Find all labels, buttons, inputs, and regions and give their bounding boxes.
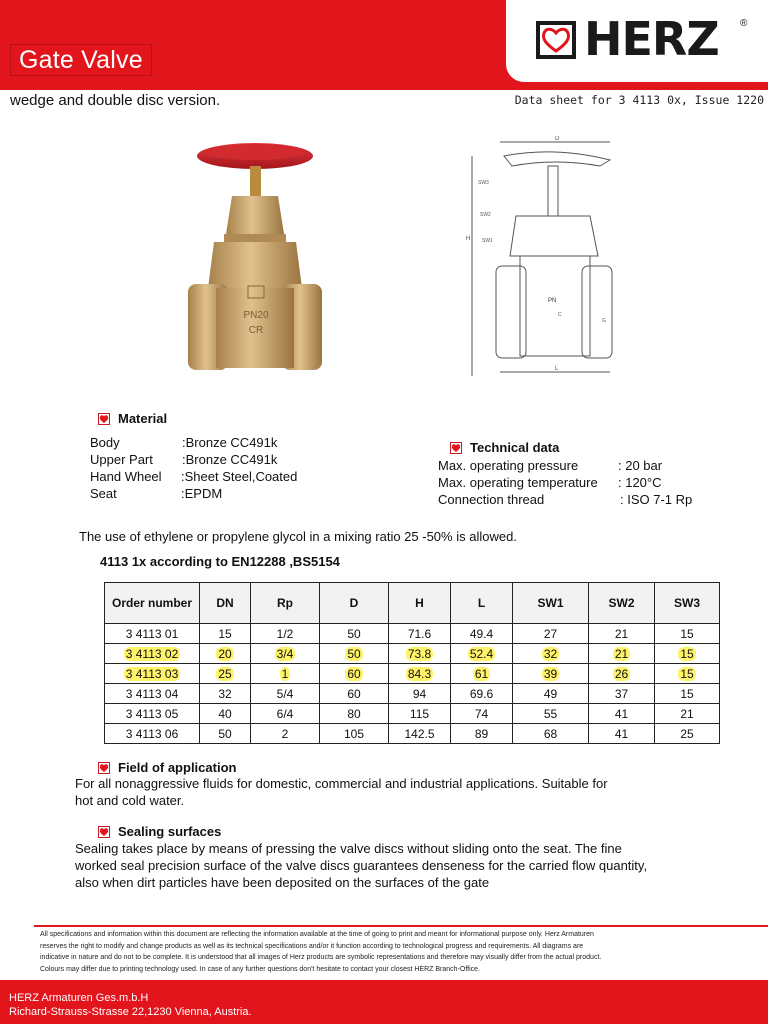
page-subtitle: wedge and double disc version. xyxy=(10,92,221,109)
table-cell xyxy=(105,664,200,684)
table-cell xyxy=(655,684,720,704)
technical-label: Max. operating pressure xyxy=(438,458,579,473)
field-heading-label: Field of application xyxy=(118,760,237,775)
disclaimer-line: indicative in nature and do not to be complete. It is understood that all images of Herz products are symbolic representations and therefore may visually differ from the actual product. xyxy=(40,954,602,961)
table-cell xyxy=(200,684,251,704)
material-value: :EPDM xyxy=(181,486,223,501)
photo-marking-pn: PN20 xyxy=(243,310,269,321)
heart-bullet-icon xyxy=(98,762,110,774)
heart-bullet-icon xyxy=(450,442,462,454)
table-cell-value: 25 xyxy=(218,666,232,681)
table-cell-value: 50 xyxy=(218,726,232,741)
table-cell-value: 73.8 xyxy=(407,646,432,661)
table-cell-value: 21 xyxy=(680,706,694,721)
table-cell-value: 39 xyxy=(543,666,558,681)
table-cell xyxy=(389,664,451,684)
table-cell-value: 115 xyxy=(409,706,430,721)
sealing-heading-label: Sealing surfaces xyxy=(118,824,222,839)
table-cell xyxy=(251,704,320,724)
standard-heading: 4113 1x according to EN12288 ,BS5154 xyxy=(100,554,340,569)
table-cell xyxy=(320,644,389,664)
table-cell xyxy=(655,624,720,644)
drawing-label-h: H xyxy=(466,236,471,242)
drawing-label-g: G xyxy=(602,318,606,324)
table-cell xyxy=(451,724,513,744)
table-cell xyxy=(200,644,251,664)
material-row xyxy=(90,434,297,451)
footer-address: Richard-Strauss-Strasse 22,1230 Vienna, Austria. xyxy=(9,1006,252,1018)
photo-marking-cr: CR xyxy=(248,325,264,336)
table-cell-value: 2 xyxy=(281,726,289,741)
table-cell-value: 69.6 xyxy=(469,686,494,701)
table-cell xyxy=(200,724,251,744)
table-cell-value: 32 xyxy=(218,686,232,701)
page-title: Gate Valve xyxy=(19,45,143,74)
table-cell-value: 3/4 xyxy=(276,646,294,661)
material-heading-label: Material xyxy=(118,411,168,426)
table-cell-value: 52.4 xyxy=(469,646,494,661)
table-cell xyxy=(451,704,513,724)
table-cell-value: 25 xyxy=(680,726,694,741)
drawing-label-pn: PN xyxy=(548,298,557,304)
table-header-cell: H xyxy=(389,583,451,624)
table-cell xyxy=(320,704,389,724)
table-cell-value: 40 xyxy=(218,706,232,721)
table-cell xyxy=(320,684,389,704)
table-header-cell: Order number xyxy=(105,583,200,624)
table-cell xyxy=(251,624,320,644)
table-cell xyxy=(655,664,720,684)
table-header-cell: L xyxy=(451,583,513,624)
table-cell-value: 41 xyxy=(614,726,629,741)
table-cell-value: 3 4113 03 xyxy=(125,666,179,681)
technical-heading xyxy=(450,440,559,455)
table-cell-value: 84.3 xyxy=(407,666,432,681)
material-label: Seat xyxy=(90,486,117,501)
technical-list xyxy=(438,457,692,508)
table-cell xyxy=(105,684,200,704)
table-cell-value: 21 xyxy=(614,626,629,641)
material-value: :Bronze CC491k xyxy=(182,435,278,450)
table-cell-value: 5/4 xyxy=(276,686,294,701)
heart-bullet-icon xyxy=(98,826,110,838)
table-cell xyxy=(320,624,389,644)
disclaimer-divider xyxy=(34,925,768,927)
material-row xyxy=(90,485,297,502)
table-cell-value: 6/4 xyxy=(276,706,294,721)
herz-heart-logo-icon xyxy=(536,21,576,59)
gate-valve-photo xyxy=(180,138,330,378)
technical-value: : 20 bar xyxy=(618,458,663,473)
table-header-cell: SW3 xyxy=(655,583,720,624)
sealing-heading xyxy=(98,824,221,839)
page-title-badge xyxy=(10,44,152,76)
herz-logo-wordmark: HERZ xyxy=(584,12,719,66)
material-list xyxy=(90,434,297,502)
sealing-text-line-2: worked seal precision surface of the valve discs guarantees denseness for the carried flow quantity, xyxy=(75,858,648,873)
technical-row xyxy=(438,491,692,508)
table-cell xyxy=(513,684,589,704)
table-row xyxy=(105,724,720,744)
table-cell-value: 27 xyxy=(543,626,558,641)
table-row xyxy=(105,644,720,664)
glycol-note: The use of ethylene or propylene glycol in a mixing ratio 25 -50% is allowed. xyxy=(79,529,517,544)
disclaimer-line: All specifications and information within this document are reflecting the information available at the time of going to print and meant for informational purpose only. Herz Armaturen xyxy=(40,931,594,938)
table-cell-value: 3 4113 01 xyxy=(125,626,179,641)
table-cell xyxy=(105,644,200,664)
table-cell-value: 15 xyxy=(218,626,232,641)
table-header-cell: D xyxy=(320,583,389,624)
table-cell xyxy=(513,644,589,664)
drawing-label-l: L xyxy=(555,366,559,372)
table-cell xyxy=(589,644,655,664)
table-cell-value: 15 xyxy=(680,646,694,661)
field-text-line-1: For all nonaggressive fluids for domestic, commercial and industrial applications. Suitable for xyxy=(75,776,608,791)
table-cell-value: 61 xyxy=(474,666,489,681)
material-heading xyxy=(98,411,167,426)
table-cell-value: 89 xyxy=(474,726,489,741)
table-cell-value: 15 xyxy=(680,686,694,701)
table-cell xyxy=(589,684,655,704)
table-cell-value: 60 xyxy=(347,666,361,681)
table-cell xyxy=(105,624,200,644)
table-cell-value: 3 4113 02 xyxy=(125,646,179,661)
table-cell-value: 3 4113 05 xyxy=(125,706,179,721)
technical-drawing xyxy=(460,136,620,380)
sealing-text-line-3: also when dirt particles have been deposited on the surfaces of the gate xyxy=(75,875,490,890)
material-value: :Bronze CC491k xyxy=(182,452,278,467)
table-cell xyxy=(513,624,589,644)
technical-value: : 120°C xyxy=(618,475,662,490)
material-label: Body xyxy=(90,435,120,450)
table-cell xyxy=(655,644,720,664)
heart-bullet-icon xyxy=(98,413,110,425)
table-cell xyxy=(451,664,513,684)
table-cell-value: 41 xyxy=(614,706,629,721)
table-cell-value: 74 xyxy=(474,706,489,721)
table-cell xyxy=(200,704,251,724)
drawing-label-sw1: SW1 xyxy=(482,238,493,244)
table-row xyxy=(105,624,720,644)
table-cell-value: 68 xyxy=(543,726,558,741)
registered-mark: ® xyxy=(740,18,748,29)
technical-value: : ISO 7-1 Rp xyxy=(620,492,693,507)
technical-label: Max. operating temperature xyxy=(438,475,598,490)
table-cell xyxy=(589,624,655,644)
table-cell-value: 60 xyxy=(347,686,361,701)
table-cell-value: 15 xyxy=(680,626,694,641)
table-cell-value: 32 xyxy=(543,646,558,661)
table-cell xyxy=(251,684,320,704)
table-header-cell: SW2 xyxy=(589,583,655,624)
drawing-label-sw3: SW3 xyxy=(478,180,489,186)
table-cell xyxy=(589,724,655,744)
table-cell-value: 49.4 xyxy=(469,626,494,641)
material-row xyxy=(90,451,297,468)
table-cell xyxy=(589,664,655,684)
table-cell xyxy=(389,704,451,724)
table-cell xyxy=(451,624,513,644)
table-cell-value: 1 xyxy=(281,666,289,681)
table-cell-value: 49 xyxy=(543,686,558,701)
material-label: Hand Wheel xyxy=(90,469,162,484)
table-cell-value: 20 xyxy=(218,646,232,661)
technical-label: Connection thread xyxy=(438,492,545,507)
table-cell-value: 50 xyxy=(347,626,361,641)
table-cell xyxy=(251,724,320,744)
table-cell xyxy=(105,724,200,744)
table-header-cell: DN xyxy=(200,583,251,624)
technical-row xyxy=(438,474,692,491)
table-cell-value: 3 4113 06 xyxy=(125,726,179,741)
sealing-text-line-1: Sealing takes place by means of pressing the valve discs without sliding onto the seat. The fine xyxy=(75,841,622,856)
table-header-row xyxy=(105,583,720,624)
table-cell xyxy=(389,644,451,664)
table-cell-value: 15 xyxy=(680,666,694,681)
table-row xyxy=(105,664,720,684)
table-cell-value: 50 xyxy=(347,646,361,661)
table-cell xyxy=(451,644,513,664)
material-row xyxy=(90,468,297,485)
table-cell-value: 26 xyxy=(614,666,629,681)
drawing-label-c: C xyxy=(558,312,562,318)
disclaimer xyxy=(40,929,740,975)
table-cell xyxy=(105,704,200,724)
table-cell xyxy=(320,724,389,744)
table-cell xyxy=(655,724,720,744)
table-cell-value: 142.5 xyxy=(404,726,435,741)
table-cell xyxy=(389,684,451,704)
technical-heading-label: Technical data xyxy=(470,440,560,455)
table-cell-value: 1/2 xyxy=(276,626,294,641)
table-cell xyxy=(389,724,451,744)
disclaimer-line: reserves the right to modify and change products as well as its technical specifications and/or it function according to technological progress and requirements. All diagrams are xyxy=(40,942,584,950)
drawing-label-d: D xyxy=(555,136,560,142)
footer-company: HERZ Armaturen Ges.m.b.H xyxy=(9,992,149,1004)
table-cell-value: 55 xyxy=(543,706,558,721)
table-cell xyxy=(200,624,251,644)
technical-row xyxy=(438,457,692,474)
table-cell-value: 94 xyxy=(412,686,427,701)
table-cell xyxy=(251,644,320,664)
material-label: Upper Part xyxy=(90,452,153,467)
table-cell-value: 21 xyxy=(614,646,629,661)
material-value: :Sheet Steel,Coated xyxy=(181,469,298,484)
table-cell-value: 37 xyxy=(614,686,629,701)
table-cell-value: 105 xyxy=(343,726,365,741)
table-cell xyxy=(513,664,589,684)
table-cell-value: 80 xyxy=(347,706,361,721)
table-cell xyxy=(200,664,251,684)
table-header-cell: SW1 xyxy=(513,583,589,624)
field-text-line-2: hot and cold water. xyxy=(75,793,185,808)
table-row xyxy=(105,704,720,724)
table-cell xyxy=(589,704,655,724)
order-table xyxy=(104,582,720,744)
drawing-label-sw2: SW2 xyxy=(480,212,491,218)
table-cell xyxy=(320,664,389,684)
disclaimer-line: Colours may differ due to printing technology used. In case of any further questions don't hesitate to contact your closest HERZ Branch-Office. xyxy=(40,965,480,973)
table-cell xyxy=(655,704,720,724)
table-cell xyxy=(513,704,589,724)
table-cell xyxy=(451,684,513,704)
field-heading xyxy=(98,760,236,775)
datasheet-reference: Data sheet for 3 4113 0x, Issue 1220 xyxy=(514,93,764,107)
table-cell xyxy=(251,664,320,684)
table-cell xyxy=(389,624,451,644)
table-row xyxy=(105,684,720,704)
table-cell-value: 71.6 xyxy=(407,626,432,641)
table-cell-value: 3 4113 04 xyxy=(125,686,179,701)
table-header-cell: Rp xyxy=(251,583,320,624)
table-cell xyxy=(513,724,589,744)
